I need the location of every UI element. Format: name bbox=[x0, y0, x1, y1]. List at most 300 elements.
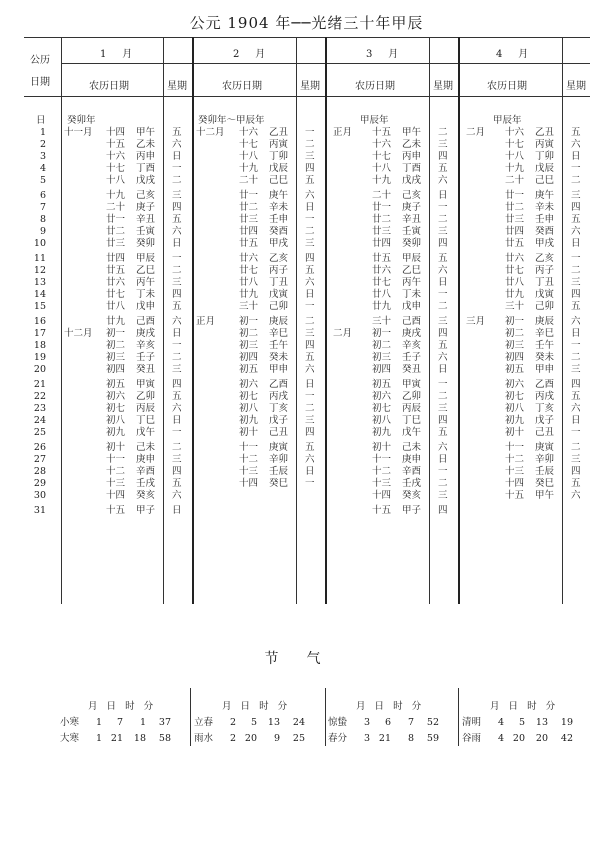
lunar-year-label: 癸卯年 bbox=[67, 115, 96, 126]
ganzhi: 己亥 bbox=[136, 190, 156, 201]
weekday: 四 bbox=[571, 379, 581, 390]
weekday: 四 bbox=[438, 505, 448, 516]
col-divider bbox=[61, 37, 62, 604]
weekday: 一 bbox=[305, 214, 315, 225]
ganzhi: 辛未 bbox=[269, 202, 289, 213]
col-divider bbox=[296, 37, 297, 604]
lunar-month-label: 三月 bbox=[466, 316, 486, 327]
weekday: 日 bbox=[438, 190, 448, 201]
day-number: 14 bbox=[33, 289, 46, 300]
ganzhi: 丙申 bbox=[136, 151, 156, 162]
weekday: 一 bbox=[305, 127, 315, 138]
ganzhi: 丁未 bbox=[136, 289, 156, 300]
weekday: 三 bbox=[305, 238, 315, 249]
lunar-day: 初三 bbox=[106, 352, 126, 363]
ganzhi: 甲午 bbox=[402, 127, 422, 138]
lunar-day: 初二 bbox=[372, 340, 392, 351]
jieqi-name: 大寒 bbox=[60, 733, 80, 744]
weekday: 三 bbox=[305, 328, 315, 339]
weekday: 三 bbox=[438, 139, 448, 150]
nongli-header-3: 农历日期 bbox=[355, 81, 395, 92]
weekday: 日 bbox=[571, 238, 581, 249]
weekday: 六 bbox=[571, 139, 581, 150]
lunar-day: 初三 bbox=[505, 340, 525, 351]
day-number: 20 bbox=[33, 364, 46, 375]
month-header-3: 3 月 bbox=[366, 49, 399, 60]
weekday: 四 bbox=[172, 466, 182, 477]
weekday: 三 bbox=[172, 364, 182, 375]
day-number: 21 bbox=[33, 379, 46, 390]
lunar-day: 初七 bbox=[505, 391, 525, 402]
lunar-day: 初八 bbox=[505, 403, 525, 414]
jieqi-name: 春分 bbox=[328, 733, 348, 744]
weekday: 四 bbox=[172, 289, 182, 300]
ganzhi: 戊戌 bbox=[402, 175, 422, 186]
weekday: 一 bbox=[305, 478, 315, 489]
ganzhi: 庚午 bbox=[535, 190, 555, 201]
ganzhi: 壬辰 bbox=[269, 466, 289, 477]
ganzhi: 丁酉 bbox=[402, 163, 422, 174]
ganzhi: 辛卯 bbox=[269, 454, 289, 465]
jieqi-day: 5 bbox=[250, 717, 257, 728]
ganzhi: 庚午 bbox=[269, 190, 289, 201]
jieqi-name: 惊蛰 bbox=[328, 717, 348, 728]
lunar-day: 廿五 bbox=[239, 238, 259, 249]
ganzhi: 庚申 bbox=[402, 454, 422, 465]
lunar-day: 廿三 bbox=[372, 226, 392, 237]
ganzhi: 壬寅 bbox=[136, 226, 156, 237]
ganzhi: 庚辰 bbox=[535, 316, 555, 327]
ganzhi: 辛卯 bbox=[535, 454, 555, 465]
weekday: 五 bbox=[571, 478, 581, 489]
lunar-day: 十五 bbox=[106, 139, 126, 150]
jieqi-minute: 58 bbox=[158, 733, 171, 744]
day-number: 3 bbox=[39, 151, 46, 162]
xingqi-header-2: 星期 bbox=[300, 81, 320, 92]
weekday: 六 bbox=[571, 403, 581, 414]
xingqi-header-3: 星期 bbox=[433, 81, 453, 92]
lunar-day: 初六 bbox=[372, 391, 392, 402]
weekday: 六 bbox=[305, 190, 315, 201]
ganzhi: 辛丑 bbox=[402, 214, 422, 225]
jieqi-name: 谷雨 bbox=[462, 733, 482, 744]
ganzhi: 庚寅 bbox=[269, 442, 289, 453]
jieqi-day: 5 bbox=[518, 717, 525, 728]
lunar-day: 廿二 bbox=[106, 226, 126, 237]
lunar-day: 十八 bbox=[106, 175, 126, 186]
lunar-day: 二十 bbox=[239, 175, 259, 186]
lunar-day: 廿二 bbox=[372, 214, 392, 225]
lunar-day: 廿五 bbox=[106, 265, 126, 276]
lunar-day: 十三 bbox=[106, 478, 126, 489]
ganzhi: 戊申 bbox=[402, 301, 422, 312]
day-number: 7 bbox=[39, 202, 46, 213]
month-header-4: 4 月 bbox=[496, 49, 529, 60]
weekday: 六 bbox=[172, 226, 182, 237]
lunar-month-label: 十一月 bbox=[64, 127, 93, 138]
lunar-day: 廿一 bbox=[505, 190, 525, 201]
weekday: 五 bbox=[305, 265, 315, 276]
gongli-label: 公历 bbox=[30, 55, 50, 66]
ganzhi: 丙寅 bbox=[535, 139, 555, 150]
weekday: 三 bbox=[571, 364, 581, 375]
xingqi-header-4: 星期 bbox=[566, 81, 586, 92]
lunar-day: 十四 bbox=[106, 127, 126, 138]
weekday: 二 bbox=[172, 352, 182, 363]
ganzhi: 壬申 bbox=[269, 214, 289, 225]
lunar-day: 初二 bbox=[239, 328, 259, 339]
jieqi-hour: 9 bbox=[273, 733, 280, 744]
weekday: 日 bbox=[172, 505, 182, 516]
weekday: 二 bbox=[172, 175, 182, 186]
ganzhi: 乙未 bbox=[402, 139, 422, 150]
ganzhi: 壬戌 bbox=[136, 478, 156, 489]
ganzhi: 辛巳 bbox=[269, 328, 289, 339]
ganzhi: 癸卯 bbox=[136, 238, 156, 249]
ganzhi: 壬子 bbox=[402, 352, 422, 363]
weekday: 六 bbox=[172, 403, 182, 414]
lunar-year-label: 甲辰年 bbox=[360, 115, 389, 126]
jieqi-hour: 13 bbox=[267, 717, 280, 728]
ganzhi: 乙巳 bbox=[402, 265, 422, 276]
weekday: 一 bbox=[438, 466, 448, 477]
lunar-day: 初九 bbox=[239, 415, 259, 426]
lunar-day: 廿五 bbox=[372, 253, 392, 264]
weekday: 日 bbox=[172, 151, 182, 162]
jieqi-day: 20 bbox=[512, 733, 525, 744]
day-number: 5 bbox=[39, 175, 46, 186]
jieqi-divider bbox=[458, 688, 459, 746]
col-divider bbox=[458, 37, 460, 604]
lunar-day: 廿八 bbox=[106, 301, 126, 312]
lunar-day: 十三 bbox=[239, 466, 259, 477]
lunar-day: 十三 bbox=[505, 466, 525, 477]
lunar-day: 廿一 bbox=[372, 202, 392, 213]
lunar-day: 初四 bbox=[239, 352, 259, 363]
ganzhi: 甲子 bbox=[136, 505, 156, 516]
weekday: 四 bbox=[305, 427, 315, 438]
weekday: 三 bbox=[172, 454, 182, 465]
lunar-month-label: 十二月 bbox=[196, 127, 225, 138]
day-number: 29 bbox=[33, 478, 46, 489]
ganzhi: 乙卯 bbox=[402, 391, 422, 402]
weekday: 二 bbox=[305, 403, 315, 414]
lunar-day: 十四 bbox=[106, 490, 126, 501]
lunar-day: 初十 bbox=[505, 427, 525, 438]
ganzhi: 丁未 bbox=[402, 289, 422, 300]
lunar-day: 廿八 bbox=[239, 277, 259, 288]
lunar-day: 十六 bbox=[239, 127, 259, 138]
col-divider bbox=[192, 37, 194, 604]
jieqi-minute: 19 bbox=[560, 717, 573, 728]
lunar-day: 初六 bbox=[505, 379, 525, 390]
ganzhi: 己巳 bbox=[269, 175, 289, 186]
weekday: 一 bbox=[571, 253, 581, 264]
day-number: 11 bbox=[33, 253, 46, 264]
lunar-day: 初一 bbox=[239, 316, 259, 327]
ganzhi: 甲戌 bbox=[535, 238, 555, 249]
jieqi-hour: 18 bbox=[133, 733, 146, 744]
ganzhi: 丁卯 bbox=[535, 151, 555, 162]
weekday: 六 bbox=[571, 490, 581, 501]
weekday: 四 bbox=[571, 466, 581, 477]
lunar-day: 三十 bbox=[505, 301, 525, 312]
ganzhi: 戊午 bbox=[402, 427, 422, 438]
weekday: 日 bbox=[305, 379, 315, 390]
lunar-day: 初七 bbox=[106, 403, 126, 414]
lunar-day: 十八 bbox=[372, 163, 392, 174]
lunar-day: 廿九 bbox=[505, 289, 525, 300]
day-number: 23 bbox=[33, 403, 46, 414]
ganzhi: 癸巳 bbox=[535, 478, 555, 489]
weekday: 日 bbox=[438, 364, 448, 375]
lunar-day: 廿一 bbox=[106, 214, 126, 225]
lunar-day: 初九 bbox=[505, 415, 525, 426]
jieqi-divider bbox=[190, 688, 191, 746]
ganzhi: 癸丑 bbox=[136, 364, 156, 375]
jieqi-hour: 7 bbox=[407, 717, 414, 728]
lunar-day: 三十 bbox=[239, 301, 259, 312]
weekday: 四 bbox=[172, 202, 182, 213]
day-number: 10 bbox=[33, 238, 46, 249]
lunar-day: 初一 bbox=[106, 328, 126, 339]
lunar-day: 廿二 bbox=[239, 202, 259, 213]
day-number: 31 bbox=[33, 505, 46, 516]
day-number: 17 bbox=[33, 328, 46, 339]
jieqi-minute: 25 bbox=[292, 733, 305, 744]
lunar-day: 十四 bbox=[372, 490, 392, 501]
weekday: 二 bbox=[305, 316, 315, 327]
nongli-header-2: 农历日期 bbox=[222, 81, 262, 92]
weekday: 四 bbox=[305, 163, 315, 174]
ganzhi: 己丑 bbox=[269, 427, 289, 438]
ganzhi: 戊辰 bbox=[535, 163, 555, 174]
lunar-year-label: 癸卯年～甲辰年 bbox=[198, 115, 265, 126]
ganzhi: 癸丑 bbox=[402, 364, 422, 375]
jieqi-hour: 8 bbox=[407, 733, 414, 744]
ganzhi: 丁丑 bbox=[269, 277, 289, 288]
ganzhi: 辛酉 bbox=[136, 466, 156, 477]
lunar-day: 十二 bbox=[106, 466, 126, 477]
weekday: 一 bbox=[438, 379, 448, 390]
ganzhi: 丁亥 bbox=[535, 403, 555, 414]
weekday: 五 bbox=[438, 163, 448, 174]
ganzhi: 戊寅 bbox=[535, 289, 555, 300]
weekday: 二 bbox=[305, 226, 315, 237]
day-number: 6 bbox=[39, 190, 46, 201]
weekday: 三 bbox=[438, 226, 448, 237]
weekday: 日 bbox=[172, 238, 182, 249]
weekday: 一 bbox=[172, 427, 182, 438]
lunar-day: 十七 bbox=[505, 139, 525, 150]
lunar-day: 十九 bbox=[106, 190, 126, 201]
weekday: 一 bbox=[172, 253, 182, 264]
lunar-month-label: 十二月 bbox=[64, 328, 93, 339]
ganzhi: 辛亥 bbox=[136, 340, 156, 351]
weekday: 五 bbox=[305, 352, 315, 363]
lunar-day: 十六 bbox=[505, 127, 525, 138]
ganzhi: 辛酉 bbox=[402, 466, 422, 477]
col-divider bbox=[429, 37, 430, 604]
lunar-day: 十五 bbox=[372, 127, 392, 138]
lunar-day: 廿四 bbox=[239, 226, 259, 237]
lunar-day: 廿七 bbox=[372, 277, 392, 288]
top-border bbox=[24, 37, 590, 38]
weekday: 日 bbox=[571, 328, 581, 339]
weekday: 二 bbox=[571, 175, 581, 186]
jieqi-hour: 20 bbox=[535, 733, 548, 744]
weekday: 六 bbox=[438, 265, 448, 276]
weekday: 四 bbox=[305, 253, 315, 264]
lunar-day: 初八 bbox=[106, 415, 126, 426]
day-number: 9 bbox=[39, 226, 46, 237]
ganzhi: 庚辰 bbox=[269, 316, 289, 327]
lunar-day: 初三 bbox=[239, 340, 259, 351]
weekday: 六 bbox=[571, 226, 581, 237]
lunar-day: 十五 bbox=[505, 490, 525, 501]
weekday: 三 bbox=[438, 490, 448, 501]
weekday: 三 bbox=[571, 454, 581, 465]
weekday: 五 bbox=[571, 391, 581, 402]
jieqi-name: 清明 bbox=[462, 717, 482, 728]
nongli-header-4: 农历日期 bbox=[487, 81, 527, 92]
lunar-day: 廿七 bbox=[505, 265, 525, 276]
ganzhi: 辛未 bbox=[535, 202, 555, 213]
lunar-day: 十五 bbox=[106, 505, 126, 516]
jieqi-hour: 1 bbox=[139, 717, 146, 728]
ganzhi: 乙酉 bbox=[535, 379, 555, 390]
ganzhi: 庚戌 bbox=[136, 328, 156, 339]
weekday: 一 bbox=[438, 289, 448, 300]
lunar-month-label: 正月 bbox=[196, 316, 216, 327]
jieqi-minute: 37 bbox=[158, 717, 171, 728]
day-number: 30 bbox=[33, 490, 46, 501]
ganzhi: 戊子 bbox=[269, 415, 289, 426]
ganzhi: 乙丑 bbox=[535, 127, 555, 138]
ganzhi: 戊申 bbox=[136, 301, 156, 312]
lunar-day: 十二 bbox=[372, 466, 392, 477]
ganzhi: 乙丑 bbox=[269, 127, 289, 138]
lunar-day: 初八 bbox=[239, 403, 259, 414]
jieqi-day: 7 bbox=[116, 717, 123, 728]
ganzhi: 丁亥 bbox=[269, 403, 289, 414]
weekday: 六 bbox=[438, 442, 448, 453]
lunar-day: 初五 bbox=[372, 379, 392, 390]
weekday: 日 bbox=[438, 454, 448, 465]
weekday: 三 bbox=[172, 277, 182, 288]
ganzhi: 丁卯 bbox=[269, 151, 289, 162]
weekday: 二 bbox=[305, 139, 315, 150]
ganzhi: 甲辰 bbox=[402, 253, 422, 264]
ganzhi: 己巳 bbox=[535, 175, 555, 186]
weekday: 五 bbox=[172, 391, 182, 402]
weekday: 二 bbox=[438, 391, 448, 402]
lunar-day: 初二 bbox=[505, 328, 525, 339]
jieqi-day: 21 bbox=[110, 733, 123, 744]
ganzhi: 乙巳 bbox=[136, 265, 156, 276]
ganzhi: 癸未 bbox=[269, 352, 289, 363]
weekday: 三 bbox=[172, 190, 182, 201]
weekday: 五 bbox=[172, 301, 182, 312]
col-divider bbox=[163, 37, 164, 604]
ganzhi: 乙未 bbox=[136, 139, 156, 150]
jieqi-month: 3 bbox=[363, 717, 370, 728]
lunar-day: 二十 bbox=[106, 202, 126, 213]
lunar-day: 十七 bbox=[372, 151, 392, 162]
lunar-day: 初一 bbox=[372, 328, 392, 339]
lunar-day: 三十 bbox=[372, 316, 392, 327]
weekday: 五 bbox=[172, 478, 182, 489]
lunar-day: 初二 bbox=[106, 340, 126, 351]
lunar-day: 初四 bbox=[505, 352, 525, 363]
lunar-day: 十七 bbox=[239, 139, 259, 150]
lunar-day: 十三 bbox=[372, 478, 392, 489]
weekday: 二 bbox=[438, 301, 448, 312]
lunar-month-label: 二月 bbox=[466, 127, 486, 138]
lunar-day: 廿四 bbox=[505, 226, 525, 237]
weekday: 六 bbox=[172, 316, 182, 327]
lunar-day: 二十 bbox=[505, 175, 525, 186]
lunar-day: 廿八 bbox=[505, 277, 525, 288]
ganzhi: 庚寅 bbox=[535, 442, 555, 453]
day-number: 16 bbox=[33, 316, 46, 327]
weekday: 五 bbox=[571, 127, 581, 138]
ganzhi: 己丑 bbox=[535, 427, 555, 438]
lunar-day: 十四 bbox=[239, 478, 259, 489]
lunar-day: 初七 bbox=[239, 391, 259, 402]
weekday: 日 bbox=[172, 415, 182, 426]
ganzhi: 壬子 bbox=[136, 352, 156, 363]
weekday: 二 bbox=[571, 442, 581, 453]
lunar-day: 廿三 bbox=[106, 238, 126, 249]
weekday: 二 bbox=[438, 214, 448, 225]
ganzhi: 壬戌 bbox=[402, 478, 422, 489]
lunar-day: 初四 bbox=[106, 364, 126, 375]
ganzhi: 丙申 bbox=[402, 151, 422, 162]
lunar-month-label: 正月 bbox=[333, 127, 353, 138]
jieqi-title: 节气 bbox=[264, 651, 349, 667]
jieqi-divider bbox=[325, 688, 326, 746]
ganzhi: 丁丑 bbox=[535, 277, 555, 288]
ganzhi: 己卯 bbox=[269, 301, 289, 312]
ganzhi: 丁酉 bbox=[136, 163, 156, 174]
weekday: 日 bbox=[571, 151, 581, 162]
ganzhi: 丙辰 bbox=[402, 403, 422, 414]
ganzhi: 己酉 bbox=[402, 316, 422, 327]
ganzhi: 甲午 bbox=[535, 490, 555, 501]
ganzhi: 戊午 bbox=[136, 427, 156, 438]
ganzhi: 癸酉 bbox=[535, 226, 555, 237]
weekday: 三 bbox=[571, 190, 581, 201]
weekday: 三 bbox=[438, 403, 448, 414]
weekday: 二 bbox=[172, 442, 182, 453]
lunar-day: 初八 bbox=[372, 415, 392, 426]
ganzhi: 戊子 bbox=[535, 415, 555, 426]
ganzhi: 甲子 bbox=[402, 505, 422, 516]
ganzhi: 乙亥 bbox=[535, 253, 555, 264]
ri-label: 日 bbox=[36, 115, 46, 126]
jieqi-month: 4 bbox=[497, 717, 504, 728]
lunar-day: 初一 bbox=[505, 316, 525, 327]
lunar-day: 廿九 bbox=[239, 289, 259, 300]
lunar-day: 二十 bbox=[372, 190, 392, 201]
day-number: 1 bbox=[39, 127, 46, 138]
page-title: 公元 1904 年──光绪三十年甲辰 bbox=[189, 14, 424, 32]
ganzhi: 己酉 bbox=[136, 316, 156, 327]
jieqi-header: 月 日 时 分 bbox=[88, 701, 154, 712]
lunar-day: 廿六 bbox=[505, 253, 525, 264]
ganzhi: 辛巳 bbox=[535, 328, 555, 339]
